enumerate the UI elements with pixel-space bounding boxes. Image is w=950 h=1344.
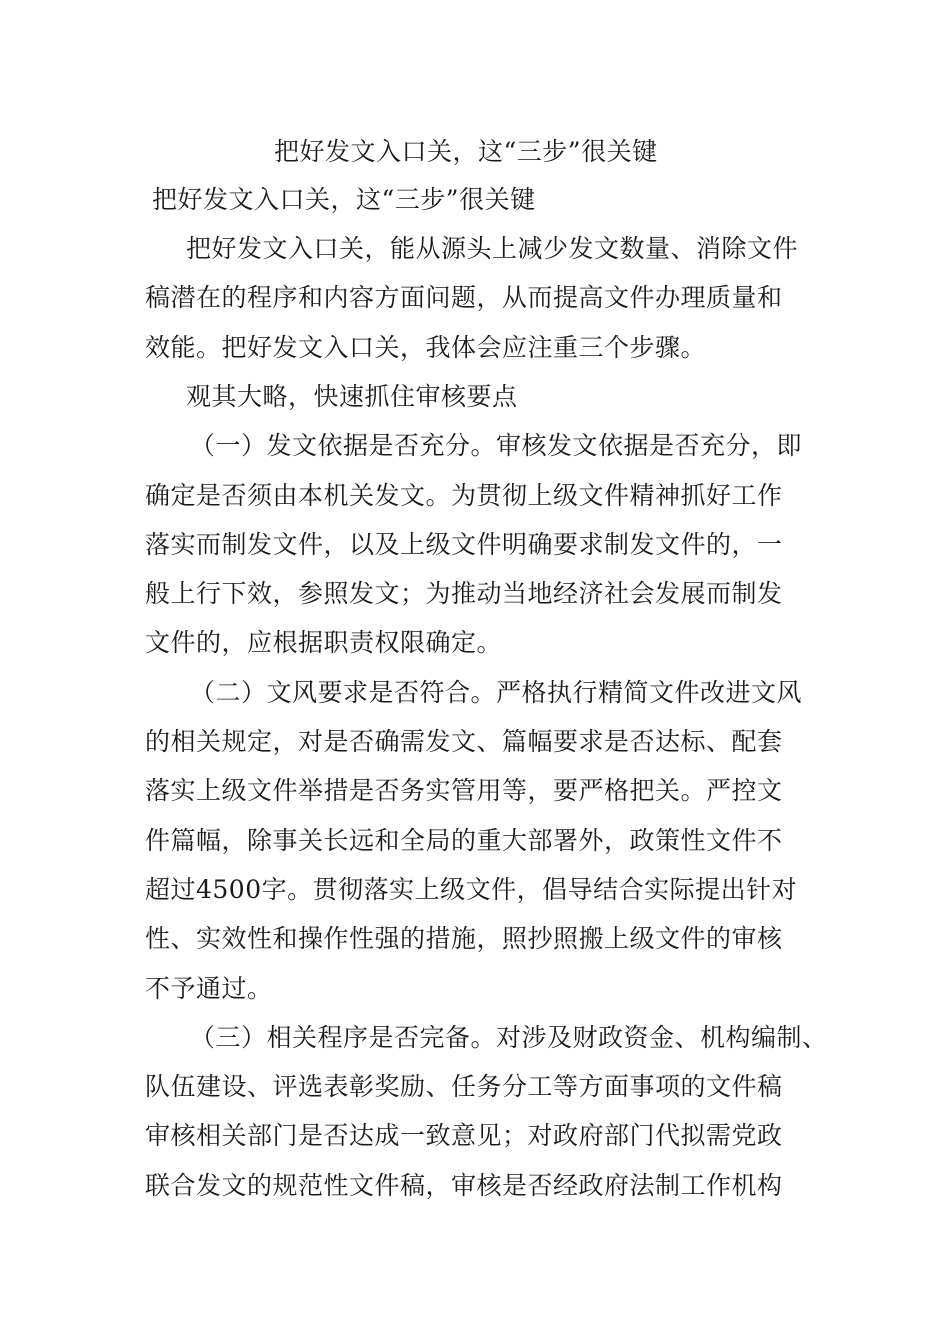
paragraph-line: 性、实效性和操作性强的措施，照抄照搬上级文件的审核 (145, 924, 783, 953)
paragraph-line: 效能。把好发文入口关，我体会应注重三个步骤。 (145, 333, 707, 362)
paragraph-line: （三）相关程序是否完备。对涉及财政资金、机构编制、 (190, 1023, 828, 1052)
paragraph-line: 观其大略，快速抓住审核要点 (186, 382, 518, 411)
paragraph-line: 落实上级文件举措是否务实管用等，要严格把关。严控文 (145, 776, 783, 805)
paragraph-line: 把好发文入口关，能从源头上减少发文数量、消除文件 (186, 234, 799, 263)
paragraph-line: 件篇幅，除事关长远和全局的重大部署外，政策性文件不 (145, 826, 783, 855)
paragraph-line: 联合发文的规范性文件稿，审核是否经政府法制工作机构 (145, 1171, 783, 1200)
paragraph-line: 超过4500字。贯彻落实上级文件，倡导结合实际提出针对 (145, 875, 798, 904)
paragraph-line: 稿潜在的程序和内容方面问题，从而提高文件办理质量和 (145, 283, 783, 312)
paragraph-line: 的相关规定，对是否确需发文、篇幅要求是否达标、配套 (145, 727, 783, 756)
paragraph-line: 队伍建设、评选表彰奖励、任务分工等方面事项的文件稿 (145, 1072, 783, 1101)
document-subtitle: 把好发文入口关，这“三步”很关键 (152, 185, 536, 214)
paragraph-line: 文件的，应根据职责权限确定。 (145, 628, 503, 657)
paragraph-line: 确定是否须由本机关发文。为贯彻上级文件精神抓好工作 (145, 481, 783, 510)
document-title: 把好发文入口关，这“三步”很关键 (274, 137, 658, 166)
paragraph-line: 般上行下效，参照发文；为推动当地经济社会发展而制发 (145, 579, 783, 608)
paragraph-line: （二）文风要求是否符合。严格执行精简文件改进文风 (190, 678, 803, 707)
paragraph-line: 不予通过。 (145, 974, 273, 1003)
paragraph-line: 落实而制发文件，以及上级文件明确要求制发文件的，一 (145, 530, 783, 559)
paragraph-line: 审核相关部门是否达成一致意见；对政府部门代拟需党政 (145, 1121, 783, 1150)
paragraph-line: （一）发文依据是否充分。审核发文依据是否充分，即 (190, 431, 803, 460)
